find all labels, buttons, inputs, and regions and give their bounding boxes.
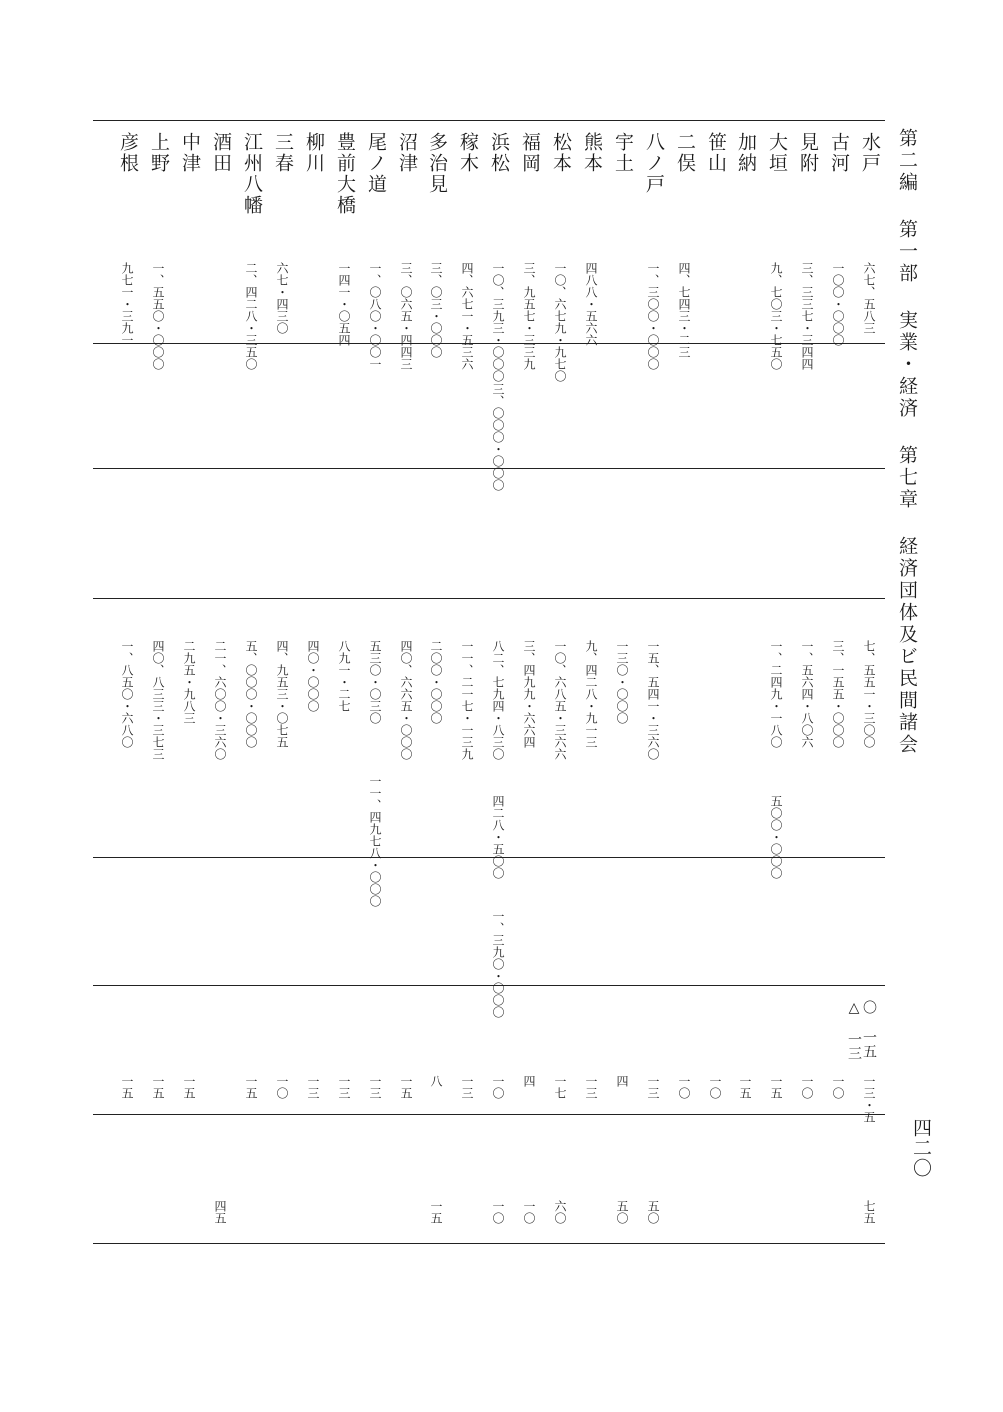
rule-6 (93, 1114, 885, 1115)
value-col-c: 四〇、八三三・三七三 (151, 640, 165, 760)
value-col-c: 八二、七九四・八三〇 (491, 640, 505, 760)
last-col-value: 六〇 (553, 1200, 567, 1224)
last-col-value: 七五 (862, 1200, 876, 1224)
value-col-c: 三、四九九・六六四 (522, 640, 536, 748)
last-col-value: 四五 (213, 1200, 227, 1224)
value-col-c: 八九一・二七 (337, 640, 351, 712)
rate-value: 一五 (182, 1075, 196, 1099)
row-name: 尾ノ道 (365, 132, 387, 195)
value-col-a: 一〇〇・〇〇〇 (831, 262, 845, 346)
value-col-c: 四〇、六六五・〇〇〇 (399, 640, 413, 760)
rate-value: 四 (522, 1075, 536, 1087)
value-col-c: 二〇〇・〇〇〇 (429, 640, 443, 724)
rate-value: 一三 (368, 1075, 382, 1099)
row-name: 加納 (735, 132, 757, 174)
rate-value: 一〇 (491, 1075, 505, 1099)
value-col-c: 五、〇〇〇・〇〇〇 (244, 640, 258, 748)
rule-bottom (93, 1243, 885, 1244)
row-name: 熊本 (581, 132, 603, 174)
value-col-a: 一四一・〇五四 (337, 262, 351, 346)
value-col-a: 九七一・三九一 (120, 262, 134, 346)
rate-value: 一三・五 (862, 1075, 876, 1123)
value-col-d: 一一、四九七八・〇〇〇 (368, 775, 382, 907)
rate-value: 一〇 (708, 1075, 722, 1099)
rate-value: 一三 (584, 1075, 598, 1099)
rule-4 (93, 857, 885, 858)
rate-value: 八 (429, 1075, 443, 1087)
running-header: 第二編 第一部 実業・経済 第七章 経済団体及ビ民間諸会 (896, 128, 918, 756)
row-name: 古河 (828, 132, 850, 174)
value-col-a: 六七、五八三 (862, 262, 876, 334)
rule-top (93, 120, 885, 121)
value-col-a: 四、七四三・二三 (677, 262, 691, 358)
value-col-a: 一〇、六七九・九七〇 (553, 262, 567, 382)
last-col-value: 五〇 (646, 1200, 660, 1224)
value-col-c: 四、九五三・〇七五 (275, 640, 289, 748)
last-col-value: 五〇 (615, 1200, 629, 1224)
value-col-a: 四八八・五六六 (584, 262, 598, 346)
row-name: 多治見 (426, 132, 448, 195)
rate-value: 一〇 (831, 1075, 845, 1099)
value-col-c: 二九五・九八三 (182, 640, 196, 724)
row-name: 笹山 (705, 132, 727, 174)
row-name: 二俣 (674, 132, 696, 174)
last-col-value: 一〇 (522, 1200, 536, 1224)
rule-2 (93, 468, 885, 469)
rate-value: 一〇 (275, 1075, 289, 1099)
rate-value: 一三 (460, 1075, 474, 1099)
rate-value: 四 (615, 1075, 629, 1087)
rate-value: 一五 (244, 1075, 258, 1099)
value-col-c: 一〇、六八五・三六六 (553, 640, 567, 760)
row-name: 大垣 (766, 132, 788, 174)
rule-5 (93, 985, 885, 986)
row-name: 稼木 (457, 132, 479, 174)
rate-value: 一三 (646, 1075, 660, 1099)
row-name: 酒田 (210, 132, 232, 174)
value-col-a: 三、〇三・〇〇〇 (429, 262, 443, 358)
rate-value: 一五 (151, 1075, 165, 1099)
row-name: 見附 (797, 132, 819, 174)
row-name: 三春 (272, 132, 294, 174)
row-name: 八ノ戸 (643, 132, 665, 195)
value-col-d: 五〇〇・〇〇〇 (769, 795, 783, 879)
value-col-a: 一、五五〇・〇〇〇 (151, 262, 165, 370)
value-col-a: 一、〇八〇・〇〇一 (368, 262, 382, 370)
value-col-e: 一、三九〇・〇〇〇 (491, 910, 505, 1018)
row-name: 柳川 (303, 132, 325, 174)
value-col-c: 一三〇・〇〇〇 (615, 640, 629, 724)
last-col-value: 一五 (429, 1200, 443, 1224)
value-col-a: 一、三〇〇・〇〇〇 (646, 262, 660, 370)
row-name: 豊前大橋 (334, 132, 356, 216)
value-col-a: 九、七〇三・七五〇 (769, 262, 783, 370)
value-col-c: 五三〇・〇三〇 (368, 640, 382, 724)
rate-value: 一〇 (800, 1075, 814, 1099)
row-name: 水戸 (859, 132, 881, 174)
row-name: 福岡 (519, 132, 541, 174)
row-name: 宇土 (612, 132, 634, 174)
row-name: 彦根 (117, 132, 139, 174)
row-name: 中津 (179, 132, 201, 174)
rule-3 (93, 598, 885, 599)
rate-header-line-1: 〇 一五 (861, 1000, 877, 1058)
rate-value: 一三 (337, 1075, 351, 1099)
value-col-a: 三、三三七・三四四 (800, 262, 814, 370)
rate-value: 一五 (120, 1075, 134, 1099)
value-col-c: 一五、五四一・三六〇 (646, 640, 660, 760)
value-col-a: 六七・四三〇 (275, 262, 289, 334)
value-col-c: 一、八五〇・六八〇 (120, 640, 134, 748)
row-name: 松本 (550, 132, 572, 174)
row-name: 沼津 (396, 132, 418, 174)
last-col-value: 一〇 (491, 1200, 505, 1224)
rate-value: 一五 (399, 1075, 413, 1099)
value-col-b: 三、〇〇〇・〇〇〇 (491, 383, 505, 491)
value-col-c: 四〇・〇〇〇 (306, 640, 320, 712)
value-col-a: 三、〇六五・四四三 (399, 262, 413, 370)
value-col-d: 四二八・五〇〇 (491, 795, 505, 879)
rate-value: 一五 (769, 1075, 783, 1099)
value-col-c: 一一、二一七・一三九 (460, 640, 474, 760)
value-col-a: 三、九五七・三三九 (522, 262, 536, 370)
row-name: 江州八幡 (241, 132, 263, 216)
value-col-c: 三、一五五・〇〇〇 (831, 640, 845, 748)
value-col-c: 一、五六四・八〇六 (800, 640, 814, 748)
value-col-c: 二一、六〇〇・三六〇 (213, 640, 227, 760)
page-number: 四二〇 (910, 1118, 932, 1178)
row-name: 浜松 (488, 132, 510, 174)
value-col-a: 二、四二八・三五〇 (244, 262, 258, 370)
value-col-c: 九、四二八・九一三 (584, 640, 598, 748)
value-col-a: 一〇、三九三・〇〇〇 (491, 262, 505, 382)
rate-value: 一〇 (677, 1075, 691, 1099)
rate-value: 一三 (306, 1075, 320, 1099)
rate-value: 一五 (738, 1075, 752, 1099)
value-col-a: 四、六七一・五三六 (460, 262, 474, 370)
rule-1 (93, 343, 885, 344)
rate-value: 一七 (553, 1075, 567, 1099)
value-col-c: 七、五五一・三〇〇 (862, 640, 876, 748)
rate-header-line-2: △ 一三 (846, 1000, 862, 1060)
value-col-c: 一、二四九・一八〇 (769, 640, 783, 748)
row-name: 上野 (148, 132, 170, 174)
